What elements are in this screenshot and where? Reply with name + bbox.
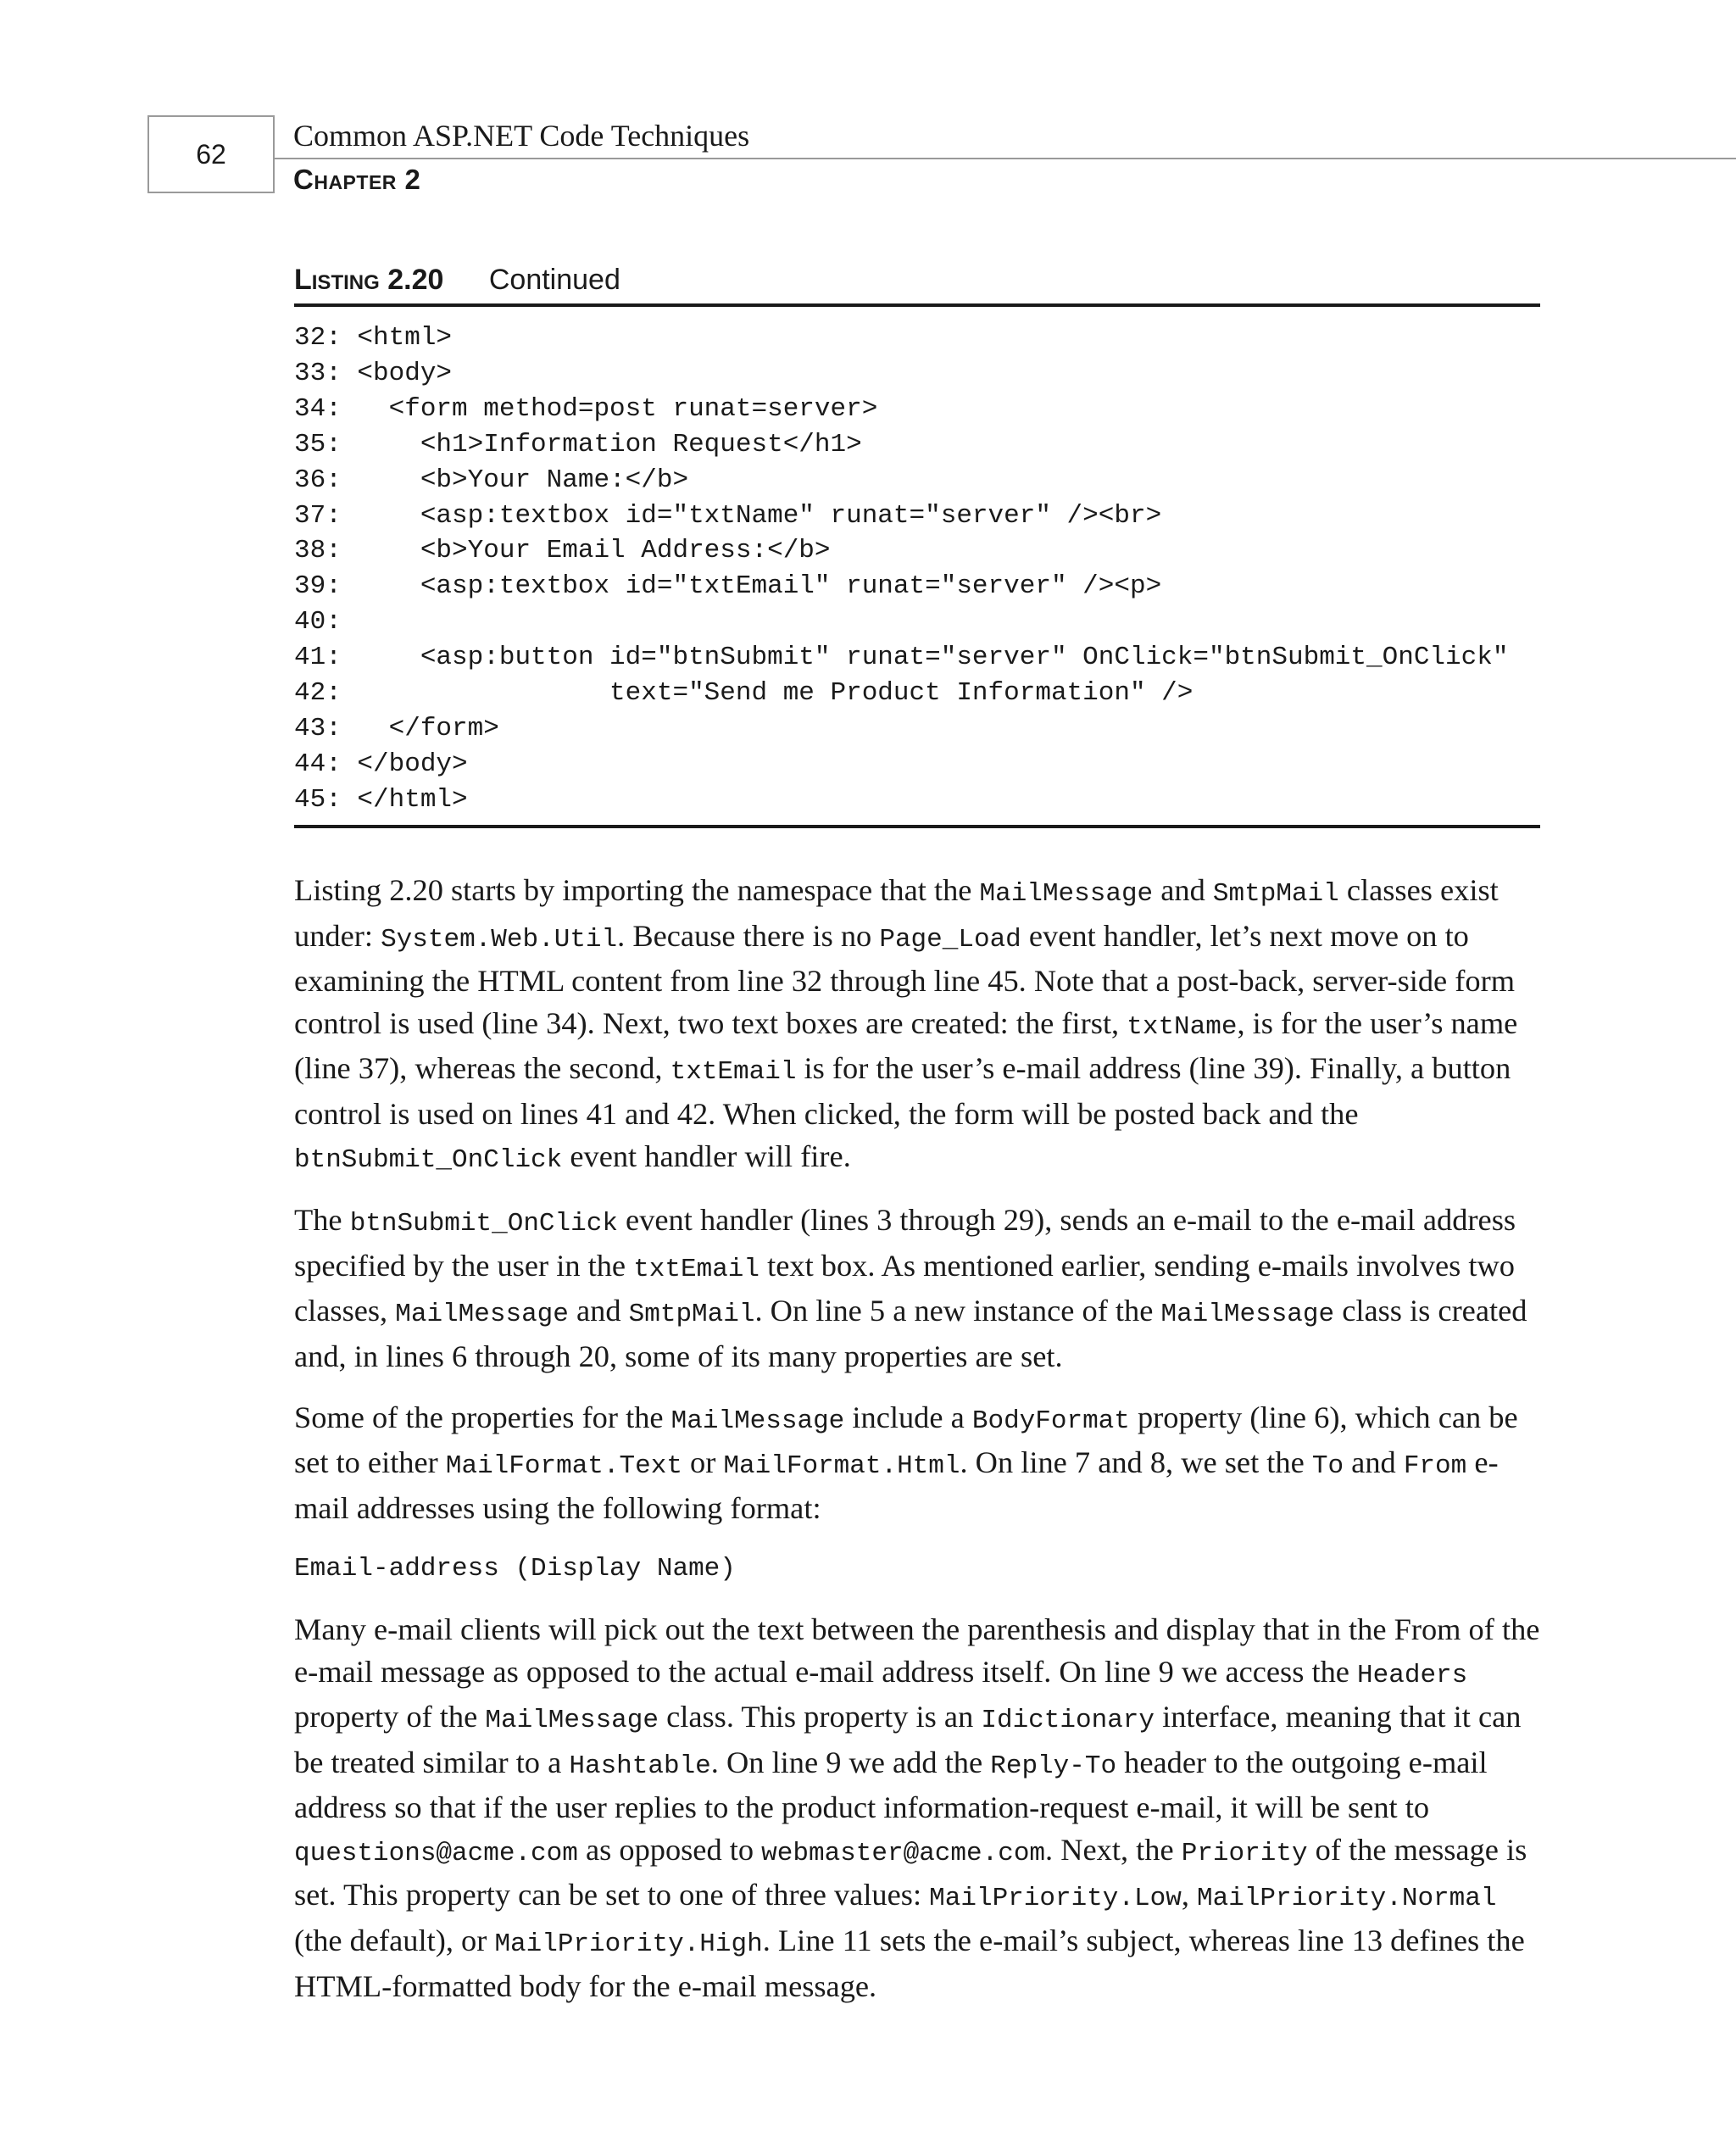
code-line: 43: </form> — [294, 713, 499, 743]
paragraph — [294, 1609, 1540, 2007]
text-run: header to the outgoing e-mail address so that if the user replies to the product information-request e-mail, it will be sent to — [294, 1745, 1488, 1825]
listing-caption: Continued — [488, 264, 620, 296]
text-run: text box. As mentioned earlier, sending e-mails involves two classes, — [294, 1248, 1515, 1328]
text-run: property of the — [294, 1700, 486, 1734]
text-run: include a — [844, 1400, 972, 1434]
paragraph — [294, 1397, 1540, 1530]
running-head-chapter: Chapter 2 — [293, 164, 421, 195]
inline-code: MailMessage — [395, 1300, 569, 1330]
text-run: property (line 6), which can be set to either — [294, 1400, 1518, 1480]
inline-code: MailPriority.High — [494, 1929, 763, 1960]
paragraph — [294, 870, 1540, 1181]
text-run: and — [1153, 873, 1213, 907]
text-run: of the message is set. This property can be set to one of three values: — [294, 1832, 1527, 1912]
code-line: 40: — [294, 607, 342, 637]
code-line: 35: <h1>Information Request</h1> — [294, 429, 862, 459]
inline-code: Priority — [1181, 1838, 1308, 1868]
text-run: event handler (lines 3 through 29), sends an e-mail to the e-mail address specified by the user in the — [294, 1203, 1516, 1283]
listing-label: Listing 2.20 — [294, 264, 444, 296]
running-head-title: Common ASP.NET Code Techniques — [293, 119, 750, 153]
inline-code: txtEmail — [633, 1254, 760, 1284]
inline-code: MailMessage — [670, 1406, 845, 1436]
code-line: 37: <asp:textbox id="txtName" runat="server" /><br> — [294, 500, 1162, 531]
inline-code: Hashtable — [569, 1751, 711, 1781]
inline-code: SmtpMail — [1212, 879, 1339, 909]
text-run: or — [682, 1445, 724, 1480]
inline-code: MailMessage — [1160, 1300, 1335, 1330]
text-run: . On line 9 we add the — [710, 1745, 991, 1779]
page-number: 62 — [147, 115, 273, 193]
text-run: and — [1344, 1445, 1404, 1480]
text-run: class. This property is an — [659, 1700, 982, 1734]
code-line: 42: text="Send me Product Information" /> — [294, 678, 1194, 709]
code-example: Email-address (Display Name) — [294, 1554, 736, 1584]
text-run: and — [568, 1294, 629, 1328]
inline-code: MailMessage — [979, 879, 1154, 909]
code-line: 45: </html> — [294, 784, 468, 815]
code-line: 33: <body> — [294, 358, 453, 388]
text-run: . On line 5 a new instance of the — [754, 1294, 1161, 1328]
listing-heading — [294, 258, 1540, 307]
inline-code: MailPriority.Normal — [1197, 1884, 1497, 1914]
text-run: The — [294, 1203, 350, 1238]
text-run: Many e-mail clients will pick out the text between the parenthesis and display that in the From of the e-mail message as opposed to the actual e-mail address itself. On line 9 we access the — [294, 1612, 1540, 1689]
text-run: event handler, let’s next move on to examining the HTML content from line 32 through line 45. Note that a post-back, server-side form control is used (line 34). Next, two text boxes are created: the first, — [294, 918, 1516, 1040]
text-run: , — [1181, 1878, 1198, 1912]
inline-code: questions@acme.com — [294, 1838, 578, 1868]
inline-code: Reply-To — [990, 1751, 1117, 1781]
text-run: . Line 11 sets the e-mail’s subject, whereas line 13 defines the HTML-formatted body for the e-mail message. — [294, 1924, 1525, 2003]
code-line: 41: <asp:button id="btnSubmit" runat="server" OnClick="btnSubmit_OnClick" — [294, 643, 1509, 673]
inline-code: SmtpMail — [628, 1300, 755, 1330]
text-run: , is for the user’s name (line 37), whereas the second, — [294, 1005, 1518, 1086]
code-line: 34: <form method=post runat=server> — [294, 393, 878, 424]
inline-code: txtName — [1127, 1011, 1238, 1042]
code-line: 36: <b>Your Name:</b> — [294, 465, 689, 495]
header-divider-vertical — [273, 115, 275, 193]
inline-code: Idictionary — [981, 1706, 1155, 1736]
inline-code: btnSubmit_OnClick — [349, 1209, 618, 1239]
text-run: . Because there is no — [617, 918, 880, 953]
code-line: 32: <html> — [294, 323, 453, 353]
inline-code: webmaster@acme.com — [761, 1838, 1046, 1868]
code-line: 38: <b>Your Email Address:</b> — [294, 536, 831, 566]
inline-code: btnSubmit_OnClick — [294, 1144, 563, 1175]
inline-code: MailMessage — [485, 1706, 659, 1736]
inline-code: MailPriority.Low — [929, 1884, 1182, 1914]
text-run: Listing 2.20 starts by importing the namespace that the — [294, 873, 980, 907]
text-run: is for the user’s e-mail address (line 39). Finally, a button control is used on lines 41 and 42. When clicked, the form will be posted back and the — [294, 1051, 1511, 1131]
text-run: . Next, the — [1045, 1832, 1182, 1867]
header-divider-horizontal — [273, 158, 1736, 159]
text-run: class is created and, in lines 6 through 20, some of its many properties are set. — [294, 1294, 1527, 1373]
code-line: 39: <asp:textbox id="txtEmail" runat="server" /><p> — [294, 571, 1162, 602]
inline-code: MailFormat.Html — [723, 1451, 960, 1482]
text-run: classes exist under: — [294, 873, 1499, 953]
inline-code: From — [1403, 1451, 1467, 1482]
inline-code: BodyFormat — [971, 1406, 1130, 1436]
inline-code: txtEmail — [670, 1057, 797, 1088]
body-text — [294, 870, 1540, 2026]
text-run: . On line 7 and 8, we set the — [960, 1445, 1312, 1480]
inline-code: To — [1311, 1451, 1344, 1482]
text-run: interface, meaning that it can be treated similar to a — [294, 1700, 1522, 1779]
text-run: event handler will fire. — [562, 1139, 851, 1173]
inline-code: System.Web.Util — [381, 924, 618, 955]
text-run: Some of the properties for the — [294, 1400, 671, 1434]
code-listing — [294, 320, 1540, 828]
text-run: e-mail addresses using the following format: — [294, 1445, 1499, 1525]
inline-code: Page_Load — [879, 924, 1021, 955]
inline-code: Headers — [1357, 1660, 1468, 1690]
inline-code: MailFormat.Text — [445, 1451, 682, 1482]
code-line: 44: </body> — [294, 749, 468, 779]
text-run: as opposed to — [577, 1832, 762, 1867]
text-run: (the default), or — [294, 1924, 495, 1958]
paragraph — [294, 1200, 1540, 1378]
